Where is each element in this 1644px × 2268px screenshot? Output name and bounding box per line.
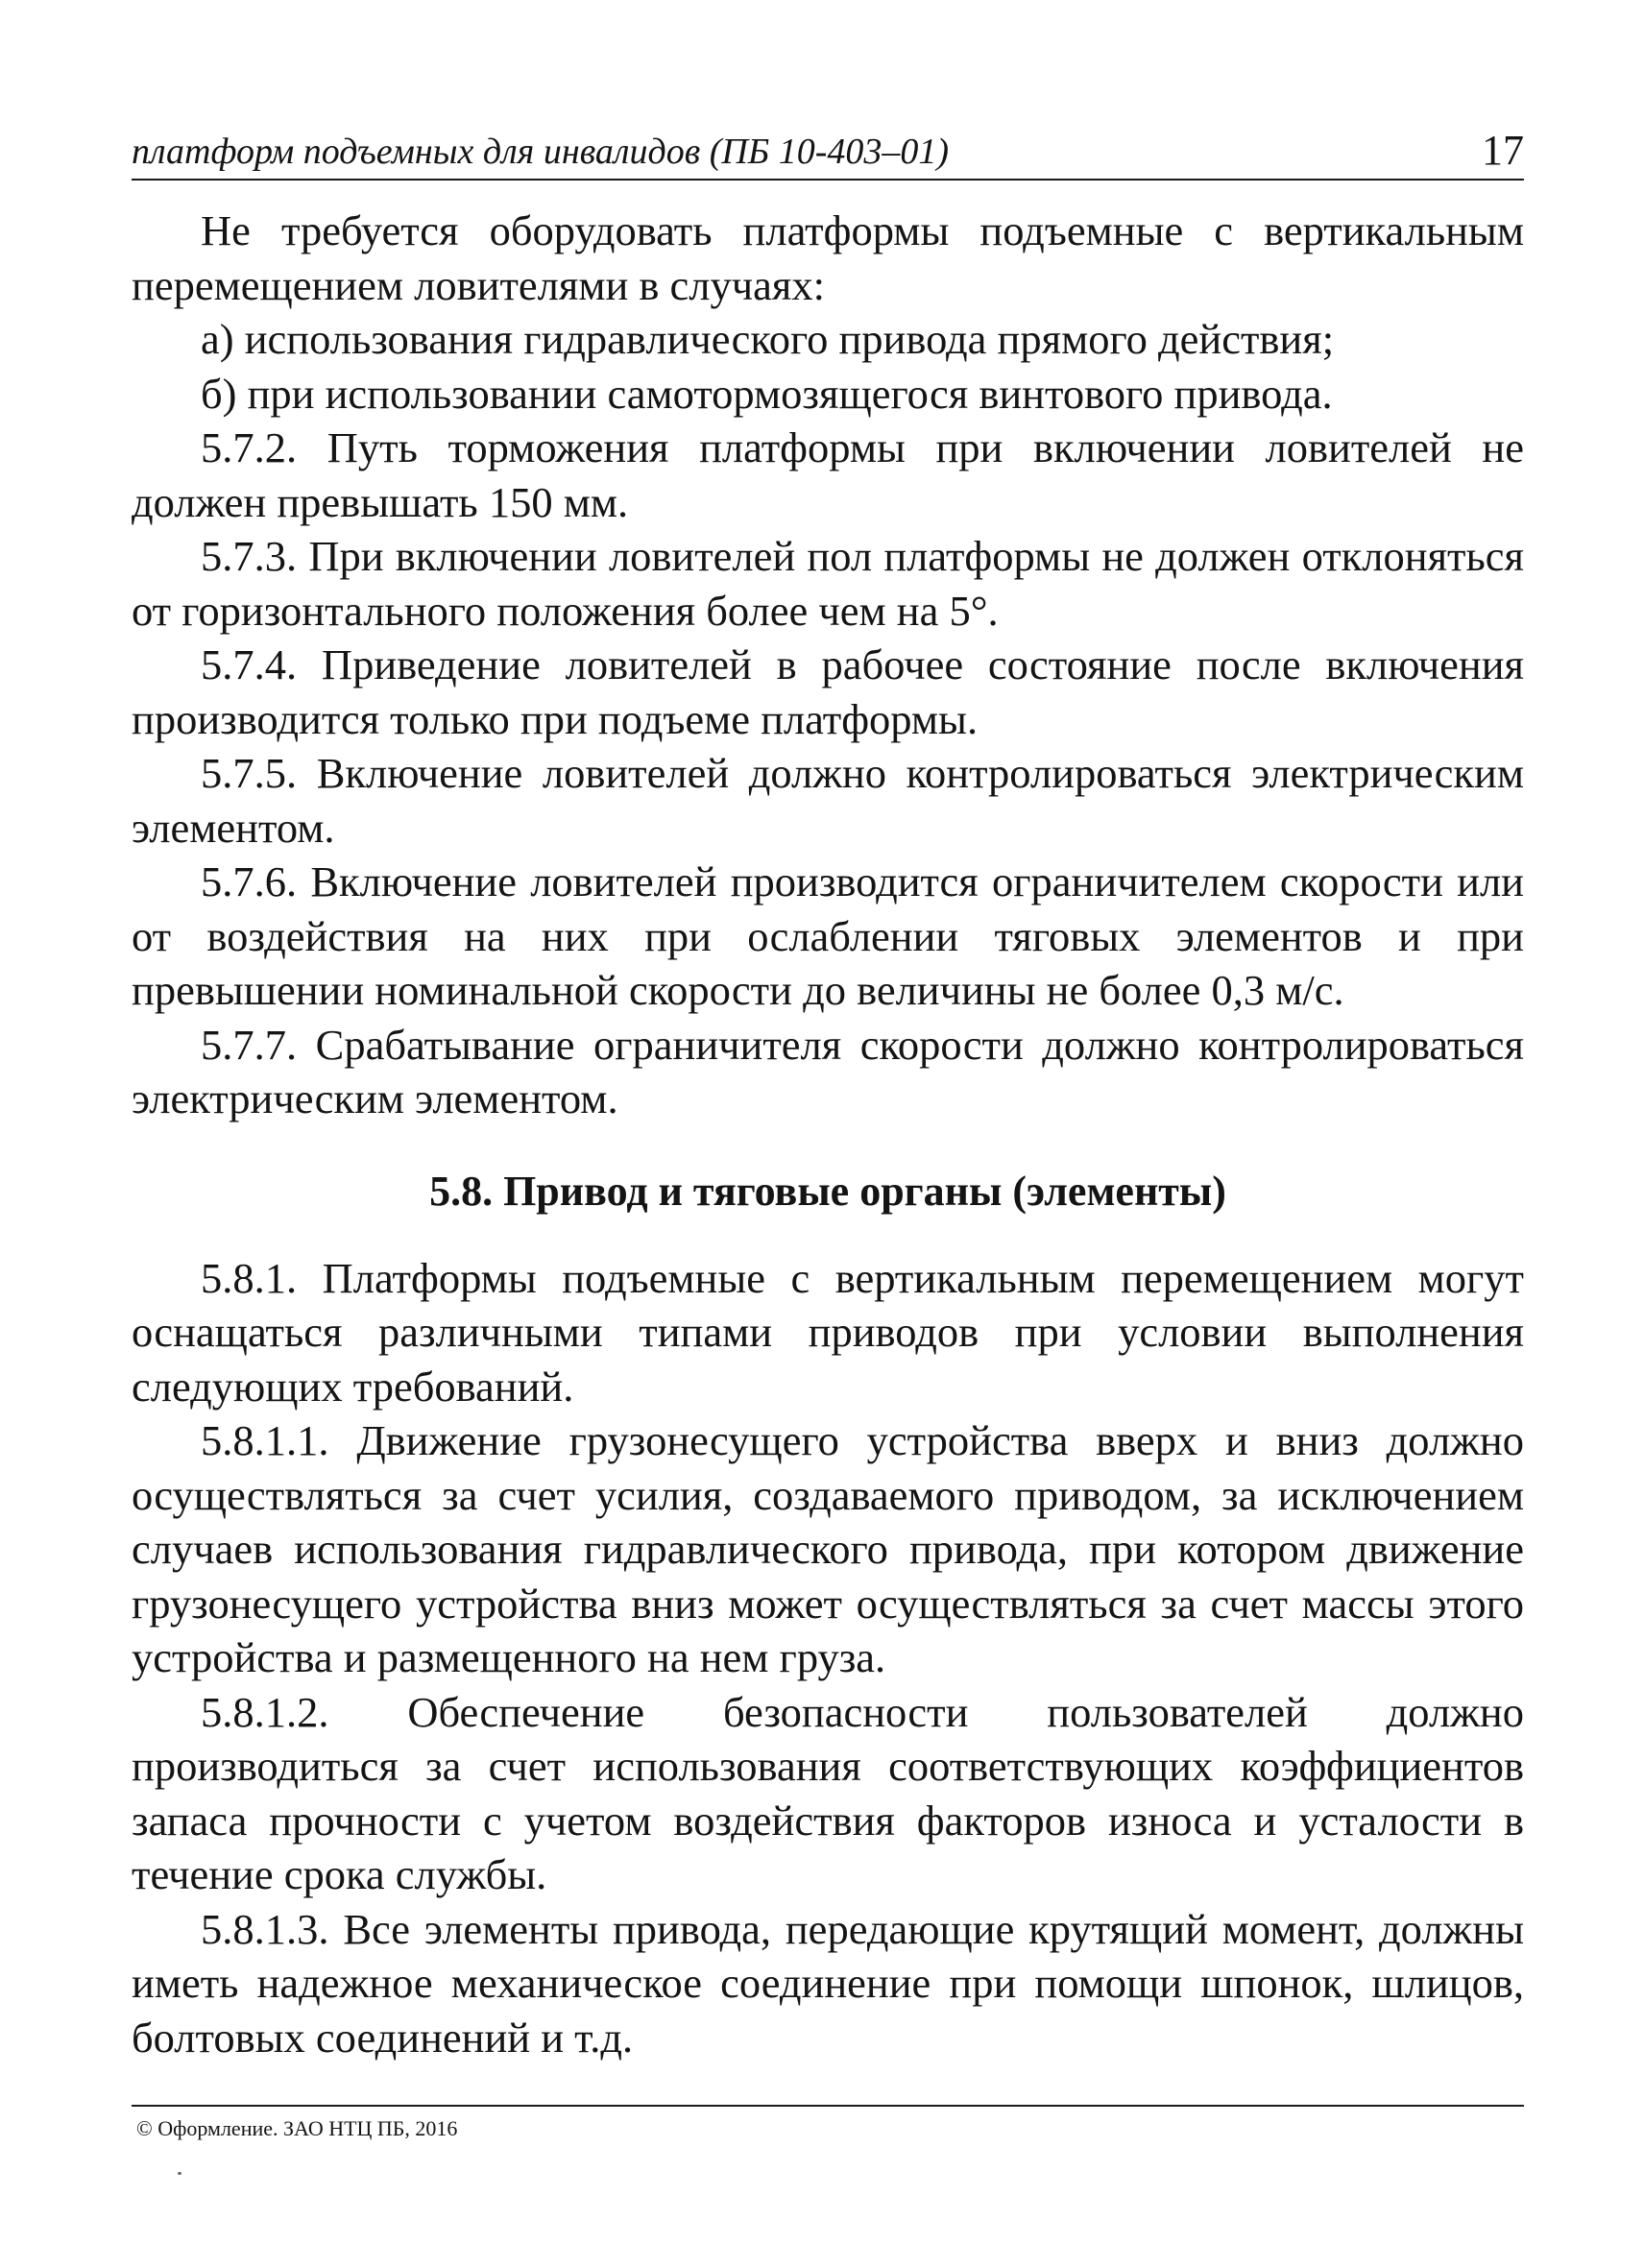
paragraph-item-a: а) использования гидравлического привода прямого действия;	[201, 315, 1335, 363]
body-text	[132, 204, 1524, 2064]
clause-5-7-5: 5.7.5. Включение ловителей должно контролироваться электрическим элементом.	[132, 749, 1524, 852]
clause-5-7-2: 5.7.2. Путь торможения платформы при включении ловителей не должен превышать 150 мм.	[132, 423, 1524, 526]
running-title: платформ подъемных для инвалидов (ПБ 10-403–01)	[132, 132, 950, 172]
clause-5-7-4: 5.7.4. Приведение ловителей в рабочее состояние после включения производится только при подъеме платформы.	[132, 640, 1524, 743]
footer-copyright: © Оформление. ЗАО НТЦ ПБ, 2016	[136, 2116, 458, 2140]
running-header	[132, 123, 1524, 181]
header-rule	[132, 179, 1524, 181]
page-number: 17	[1482, 127, 1524, 174]
section-heading: 5.8. Привод и тяговые органы (элементы)	[429, 1167, 1226, 1215]
clause-5-7-6: 5.7.6. Включение ловителей производится ограничителем скорости или от воздействия на них при ослаблении тяговых элементов и при превышении номинальной скорости до величины не более 0,3 м/с.	[132, 857, 1524, 1014]
footer-rule	[132, 2105, 1524, 2107]
clause-5-8-1-3: 5.8.1.3. Все элементы привода, передающие крутящий момент, должны иметь надежное механическое соединение при помощи шпонок, шлицов, болтовых соединений и т.д.	[132, 1904, 1524, 2062]
scan-speck	[178, 2172, 181, 2175]
clause-5-7-3: 5.7.3. При включении ловителей пол платформы не должен отклоняться от горизонтального положения более чем на 5°.	[132, 532, 1524, 635]
clause-5-7-7: 5.7.7. Срабатывание ограничителя скорости должно контролироваться электрическим элементом.	[132, 1020, 1524, 1122]
clause-5-8-1: 5.8.1. Платформы подъемные с вертикальным перемещением могут оснащаться различными типами приводов при условии выполнения следующих требований.	[132, 1253, 1524, 1411]
paragraph-item-b: б) при использовании самотормозящегося винтового привода.	[201, 369, 1333, 418]
clause-5-8-1-2: 5.8.1.2. Обеспечение безопасности пользователей должно производиться за счет использования соответствующих коэффициентов запаса прочности с учетом воздействия факторов износа и усталости в течение срока службы.	[132, 1687, 1524, 1898]
clause-5-8-1-1: 5.8.1.1. Движение грузонесущего устройства вверх и вниз должно осуществляться за счет усилия, создаваемого приводом, за исключением случаев использования гидравлического привода, при котором движение грузонесущего устройства вниз может осуществляться за счет массы этого устройства и размещенного на нем груза.	[132, 1416, 1524, 1681]
paragraph: Не требуется оборудовать платформы подъемные с вертикальным перемещением ловителями в случаях:	[132, 206, 1524, 309]
